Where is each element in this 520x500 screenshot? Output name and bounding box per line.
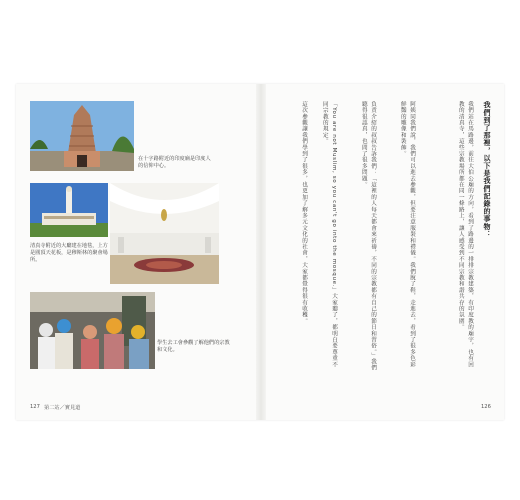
caption-mosque: 清真寺附近的大廳建在地毯，上方是圓頂天花板，是穆斯林的聚會場所。 xyxy=(30,243,108,263)
section-heading: 我們到了那裡，以下是我們記錄的事物： xyxy=(483,101,491,238)
body-paragraph-3: 負責介紹的叔叔告訴我們：「這裡的人每天都會來祈禱，不同的宗教都有自己的節日和習俗。」我們聽得很認真，也問了很多問題。 xyxy=(360,101,376,371)
photo-mosque-interior xyxy=(110,183,219,284)
body-paragraph-1: 我們站在馬路邊，前往大伯公廟的方向，看到了路邊的一排排宗教建築，有印度教的廟宇，也有回教的清真寺，這些宗教場所都在同一條路上，讓人感受到不同宗教和諧共存的氛圍。 xyxy=(457,101,473,368)
caption-temple: 在十字路附近的印度廟是印度人的信仰中心。 xyxy=(138,156,211,169)
photo-hindu-temple xyxy=(30,101,134,171)
photo-students-visit xyxy=(30,292,155,369)
left-folio: 127 xyxy=(30,404,40,410)
body-paragraph-5: 這次參觀讓我們學到了很多，也更加了解多元文化的社會，大家都覺得很有收穫。 xyxy=(301,101,307,325)
running-head: 第二站／實見道 xyxy=(44,405,81,411)
photo-mosque-exterior xyxy=(30,183,108,237)
body-paragraph-2: 阿姨同我們說，我們可以進去參觀，但要注意服裝和禮儀。我們脫了鞋，走進去，看到了很多色彩鮮豔的雕像和裝飾。 xyxy=(399,101,415,368)
right-folio: 126 xyxy=(481,404,491,410)
caption-students: 學生去工會參觀了解他們的宗教和文化。 xyxy=(157,340,230,353)
body-paragraph-4: 「You are not Muslim, so you can't go into the mosque.」大家聽了，都明白要尊重不同宗教的規定。 xyxy=(321,101,337,368)
book-gutter xyxy=(256,84,266,420)
